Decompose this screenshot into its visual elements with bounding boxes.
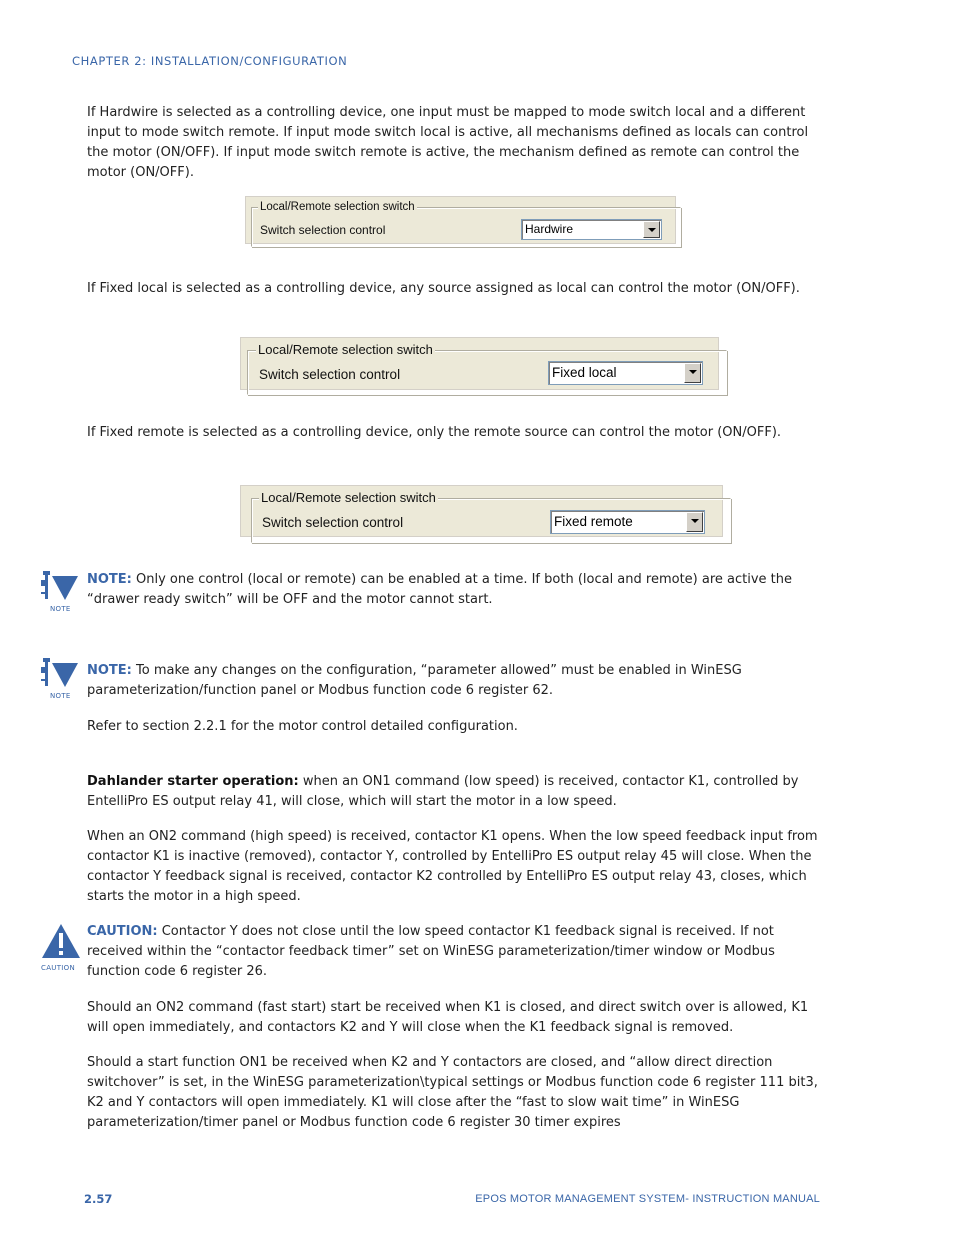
- switch-selection-label: Switch selection control: [260, 223, 386, 237]
- switch-selection-dropdown[interactable]: [550, 510, 705, 534]
- group-legend: Local/Remote selection switch: [261, 490, 436, 505]
- dahlander-text: when an ON1 command (low speed) is received, contactor K1, controlled by EntelliPro ES output relay 41, will close, which will start the motor in a low speed.: [87, 774, 799, 809]
- fixed-local-paragraph: If Fixed local is selected as a controlling device, any source assigned as local can control the motor (ON/OFF).: [87, 281, 800, 296]
- switch-selection-dropdown[interactable]: [521, 219, 662, 240]
- on2-paragraph: When an ON2 command (high speed) is received, contactor K1 opens. When the low speed feedback input from contactor K1 is inactive (removed), contactor Y, controlled by EntelliPro ES output relay 45 will close. When the contactor Y feedback signal is received, contactor K2 controlled by EntelliPro ES output relay 43, closes, which starts the motor in a high speed.: [87, 829, 818, 904]
- switch-selection-label: Switch selection control: [262, 515, 404, 530]
- note-paragraph: [87, 661, 827, 701]
- chevron-down-icon[interactable]: [686, 512, 703, 532]
- caution-icon: [40, 922, 84, 978]
- caution-label: CAUTION:: [87, 924, 158, 939]
- caution-paragraph: [87, 922, 827, 982]
- note-caption: NOTE: [50, 692, 71, 700]
- caution-caption: CAUTION: [41, 964, 75, 972]
- page-number: 2.57: [84, 1192, 113, 1206]
- dropdown-value: Hardwire: [525, 222, 574, 236]
- note-text: To make any changes on the configuration, “parameter allowed” must be enabled in WinESG parameterization/function panel or Modbus function code 6 register 62.: [87, 663, 742, 698]
- switch-selection-label: Switch selection control: [259, 367, 401, 382]
- chevron-down-icon[interactable]: [643, 221, 660, 238]
- dropdown-value: Fixed remote: [554, 514, 633, 529]
- fast-start-paragraph: Should an ON2 command (fast start) start be received when K1 is closed, and direct switch over is allowed, K1 will open immediately, and contactors K2 and Y will close when the K1 feedback signal is removed.: [87, 1000, 809, 1035]
- dahlander-label: Dahlander starter operation:: [87, 774, 299, 789]
- group-legend: Local/Remote selection switch: [260, 201, 415, 213]
- chevron-down-icon[interactable]: [684, 363, 701, 383]
- note-label: NOTE:: [87, 572, 132, 587]
- note-text: Only one control (local or remote) can be enabled at a time. If both (local and remote) are active the “drawer ready switch” will be OFF and the motor cannot start.: [87, 572, 793, 607]
- note-caption: NOTE: [50, 605, 71, 613]
- on1-start-paragraph: Should a start function ON1 be received when K2 and Y contactors are closed, and “allow direct direction switchover” is set, in the WinESG parameterization\typical settings or Modbus function code 6 register 111 bit3, K2 and Y contactors will open immediately. K1 will close after the “fast to slow wait time” in WinESG parameterization/timer panel or Modbus function code 6 register 30 timer expires: [87, 1055, 818, 1130]
- fixed-remote-paragraph: If Fixed remote is selected as a controlling device, only the remote source can control the motor (ON/OFF).: [87, 425, 782, 440]
- caution-text: Contactor Y does not close until the low speed contactor K1 feedback signal is received. If not received within the “contactor feedback timer” set on WinESG parameterization/timer window or Modbus function code 6 register 26.: [87, 924, 775, 979]
- note-label: NOTE:: [87, 663, 132, 678]
- selection-panel-fixed-local: [240, 337, 719, 390]
- dropdown-value: Fixed local: [552, 365, 617, 380]
- refer-paragraph: Refer to section 2.2.1 for the motor control detailed configuration.: [87, 719, 518, 734]
- note-icon: [40, 570, 80, 616]
- selection-panel-fixed-remote: [240, 485, 723, 537]
- dahlander-paragraph: [87, 772, 827, 812]
- note-icon: [40, 657, 80, 703]
- note-paragraph: [87, 570, 827, 610]
- selection-panel-hardwire: [245, 196, 676, 244]
- chapter-header: CHAPTER 2: INSTALLATION/CONFIGURATION: [72, 54, 348, 68]
- manual-title: EPOS MOTOR MANAGEMENT SYSTEM- INSTRUCTION MANUAL: [475, 1193, 820, 1205]
- hardwire-paragraph: If Hardwire is selected as a controlling device, one input must be mapped to mode switch local and a different input to mode switch remote. If input mode switch local is active, all mechanisms defined as locals can control the motor (ON/OFF). If input mode switch remote is active, the mechanism defined as remote can control the motor (ON/OFF).: [87, 105, 809, 180]
- switch-selection-dropdown[interactable]: [548, 361, 703, 385]
- group-legend: Local/Remote selection switch: [258, 342, 433, 357]
